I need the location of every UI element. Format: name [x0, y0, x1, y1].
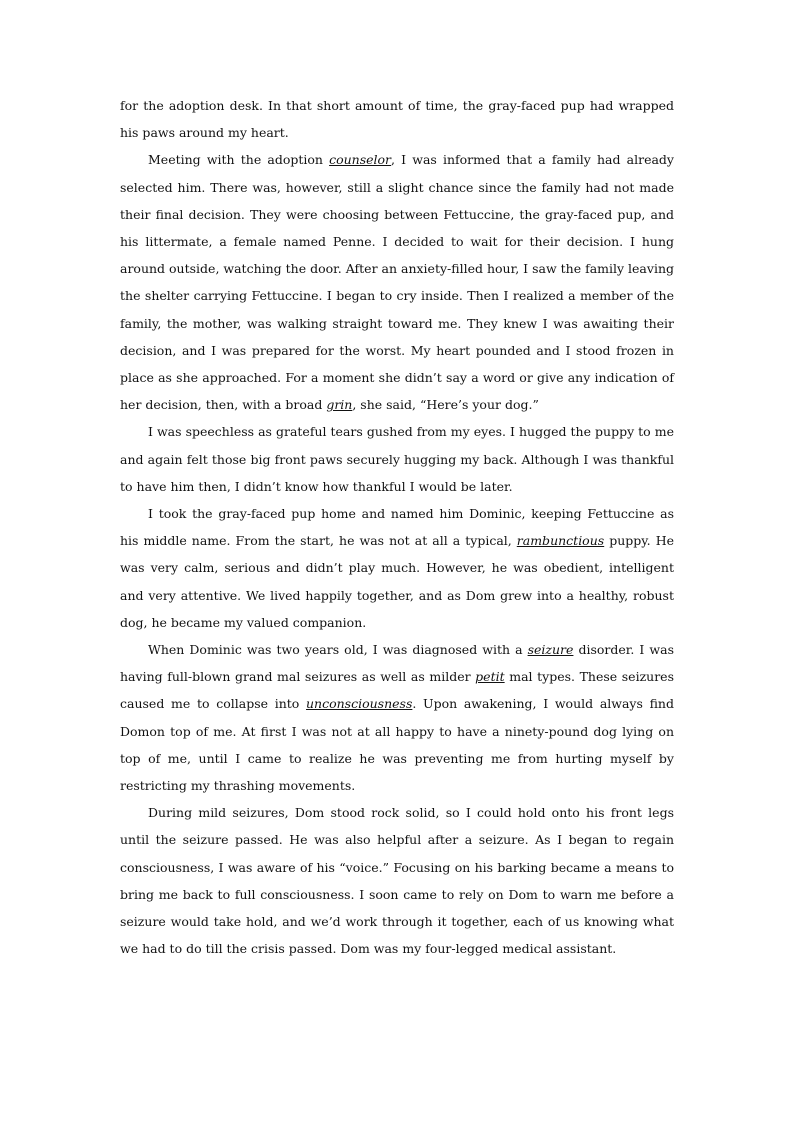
paragraph-text: mal types. These seizures caused me to collapse into — [120, 669, 674, 712]
paragraph-text: . Upon awakening, I would always find Domon top of me. At first I was not at all happy to have a ninety-pound dog lying on top of me, until I came to realize he was preventing me from hurting myself by restricting my thrashing movements. — [120, 696, 674, 794]
paragraph-text: for the adoption desk. In that short amount of time, the gray-faced pup had wrapped his paws around my heart. — [120, 98, 674, 141]
paragraph-text: I was speechless as grateful tears gushed from my eyes. I hugged the puppy to me and again felt those big front paws securely hugging my back. Although I was thankful to have him then, I didn’t know how thankful I would be later. — [120, 424, 674, 494]
paragraph — [120, 500, 674, 636]
paragraph-text: Meeting with the adoption — [148, 152, 330, 168]
paragraph-text: , I was informed that a family had already selected him. There was, however, still a slight chance since the family had not made their final decision. They were choosing between Fettuccine, the gray-faced pup, and his littermate, a female named Penne. I decided to wait for their decision. I hung around outside, watching the door. After an anxiety-filled hour, I saw the family leaving the shelter carrying Fettuccine. I began to cry inside. Then I realized a member of the family, the mother, was walking straight toward me. They knew I was awaiting their decision, and I was prepared for the worst. My heart pounded and I stood frozen in place as she approached. For a moment she didn’t say a word or give any indication of her decision, then, with a broad — [120, 152, 674, 413]
paragraph-text: During mild seizures, Dom stood rock solid, so I could hold onto his front legs until the seizure passed. He was also helpful after a seizure. As I began to regain consciousness, I was aware of his “voice.” Focusing on his barking became a means to bring me back to full consciousness. I soon came to rely on Dom to warn me before a seizure would take hold, and we’d work through it together, each of us knowing what we had to do till the crisis passed. Dom was my four-legged medical assistant. — [120, 805, 674, 957]
vocabulary-word: unconsciousness — [306, 696, 413, 712]
paragraph — [120, 636, 674, 799]
paragraph — [120, 146, 674, 418]
vocabulary-word: rambunctious — [516, 533, 605, 549]
vocabulary-word: petit — [475, 669, 505, 685]
document-page — [120, 92, 674, 963]
paragraph-text: , she said, “Here’s your dog.” — [352, 397, 539, 413]
vocabulary-word: grin — [326, 397, 353, 413]
paragraph-text: puppy. He was very calm, serious and didn’t play much. However, he was obedient, intelligent and very attentive. We lived happily together, and as Dom grew into a healthy, robust dog, he became my valued companion. — [120, 533, 674, 630]
paragraph-text: When Dominic was two years old, I was diagnosed with a — [148, 642, 528, 658]
paragraph — [120, 799, 674, 962]
vocabulary-word: counselor — [329, 152, 392, 168]
paragraph — [120, 92, 674, 146]
vocabulary-word: seizure — [527, 642, 574, 658]
paragraph-text: disorder. I was having full-blown grand mal seizures as well as milder — [120, 642, 674, 685]
paragraph — [120, 418, 674, 500]
paragraph-text: I took the gray-faced pup home and named him Dominic, keeping Fettuccine as his middle name. From the start, he was not at all a typical, — [120, 506, 674, 549]
